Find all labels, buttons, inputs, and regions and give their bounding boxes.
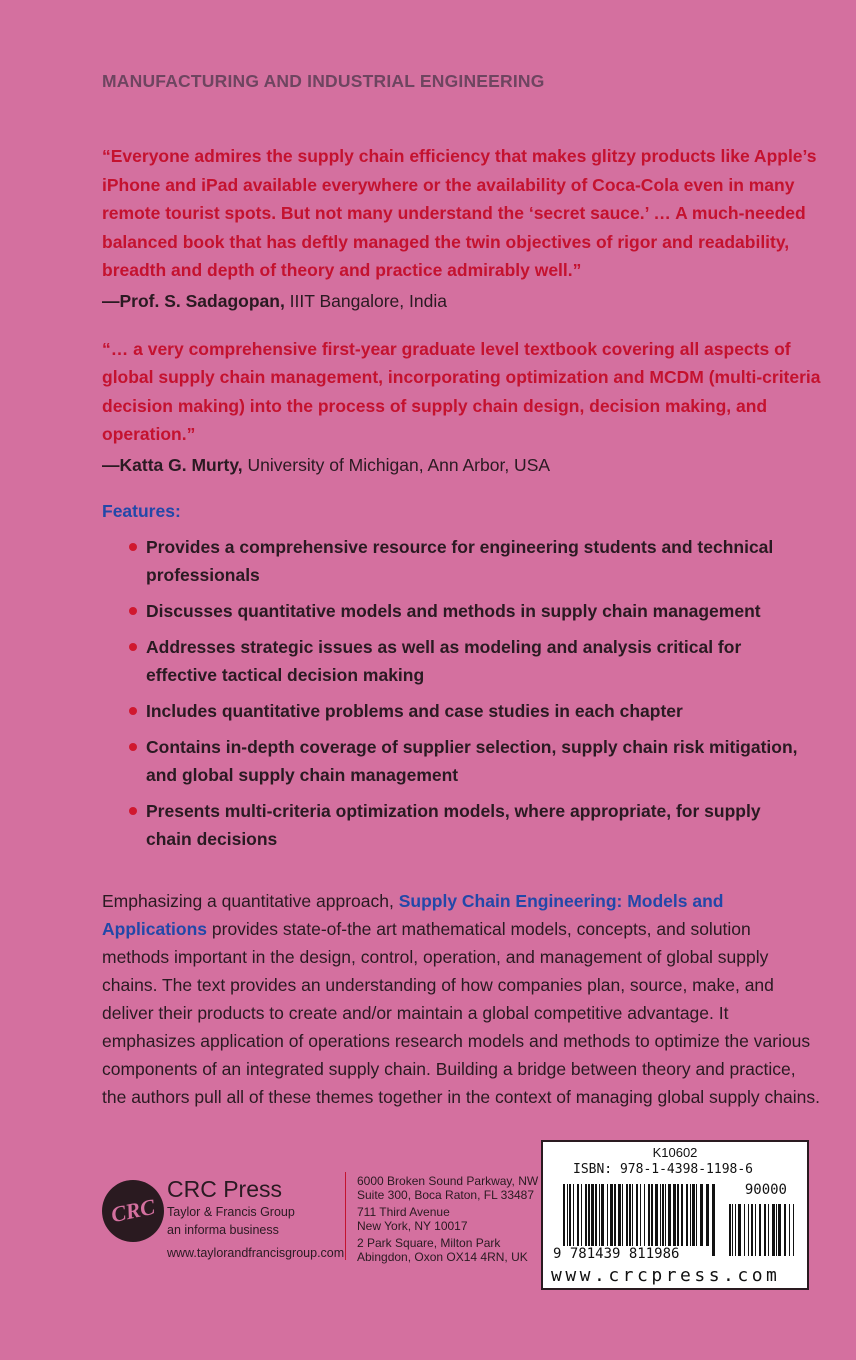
barcode-bar [759, 1204, 761, 1256]
feature-item [102, 697, 802, 725]
address-line: 711 Third Avenue [357, 1205, 450, 1219]
series-label: MANUFACTURING AND INDUSTRIAL ENGINEERING [102, 71, 545, 91]
address-line: 6000 Broken Sound Parkway, NW [357, 1174, 539, 1188]
barcode-bar [673, 1184, 676, 1246]
address-line: Abingdon, Oxon OX14 4RN, UK [357, 1250, 528, 1264]
feature-item [102, 533, 802, 589]
publisher-website: www.taylorandfrancisgroup.com [167, 1246, 345, 1260]
barcode-bar [567, 1184, 568, 1246]
barcode-bar [662, 1184, 664, 1246]
barcode-bar [784, 1204, 786, 1256]
barcode-bar [601, 1184, 604, 1246]
barcode-bar [626, 1184, 628, 1246]
barcode-bar [748, 1204, 749, 1256]
publisher-addresses [357, 1174, 538, 1267]
publisher-group: Taylor & Francis Group [167, 1205, 295, 1219]
barcode-bar [793, 1204, 794, 1256]
barcode-bar [738, 1204, 741, 1256]
isbn-text: ISBN: 978-1-4398-1198-6 [573, 1162, 754, 1177]
barcode-bar [776, 1204, 777, 1256]
features-heading: Features: [102, 500, 181, 521]
barcode-bar [686, 1184, 688, 1246]
feature-item [102, 733, 802, 789]
barcode-bar [599, 1184, 600, 1246]
publisher-block [167, 1176, 295, 1238]
features-list [102, 533, 802, 853]
divider [345, 1172, 346, 1260]
barcode-bar [772, 1204, 775, 1256]
feature-item [102, 597, 802, 625]
barcode-bar [660, 1184, 661, 1246]
book-description [102, 887, 822, 1111]
barcode-bar [755, 1204, 756, 1256]
feature-text: Includes quantitative problems and case studies in each chapter [146, 700, 683, 721]
barcode-bar [644, 1184, 645, 1246]
barcode-bar [622, 1184, 623, 1246]
bullet-icon [129, 607, 137, 615]
bullet-icon [129, 707, 137, 715]
barcode-bar [706, 1184, 709, 1246]
barcode-bar [651, 1184, 653, 1246]
barcode-bar [690, 1184, 691, 1246]
feature-text: Contains in-depth coverage of supplier selection, supply chain risk mitigation, and global supply chain management [146, 736, 798, 785]
bullet-icon [129, 807, 137, 815]
address-line: New York, NY 10017 [357, 1219, 468, 1233]
barcode-bar [668, 1184, 671, 1246]
barcode-bar [655, 1184, 658, 1246]
barcode-bar [768, 1204, 769, 1256]
barcode-bar [618, 1184, 621, 1246]
catalog-code: K10602 [652, 1145, 698, 1160]
barcode-bar [569, 1184, 571, 1246]
barcode-bar [573, 1184, 574, 1246]
barcode-bar [585, 1184, 587, 1246]
review-quote-1: “Everyone admires the supply chain efficiency that makes glitzy products like Apple’s iPhone and iPad available everywhere or the availability of Coca-Cola even in many remote tourist spots. But not many understand the ‘secret sauce.’ … A much-needed balanced book that has deftly managed the twin objectives of rigor and readability, breadth and depth of theory and practice admirably well.” [102, 146, 817, 280]
feature-item [102, 633, 802, 689]
barcode-bar [595, 1184, 597, 1246]
barcode-bar [778, 1204, 781, 1256]
quote-affiliation: IIIT Bangalore, India [284, 290, 447, 311]
barcode-bar [732, 1204, 733, 1256]
address-line: 2 Park Square, Milton Park [357, 1236, 501, 1250]
barcode-bar [591, 1184, 594, 1246]
barcode-bar [700, 1184, 703, 1246]
price-code: 90000 [744, 1182, 787, 1198]
barcode-number: 9 781439 811986 [553, 1246, 680, 1262]
bullet-icon [129, 543, 137, 551]
barcode-bar [577, 1184, 579, 1246]
barcode-bar [588, 1184, 590, 1246]
quote-author: —Prof. S. Sadagopan, [102, 290, 285, 311]
barcode-bar [640, 1184, 641, 1246]
barcode-bar [681, 1184, 683, 1246]
feature-text: Presents multi-criteria optimization models, where appropriate, for supply chain decisions [146, 800, 761, 849]
barcode-bar [648, 1184, 650, 1246]
barcode-bar [665, 1184, 666, 1246]
barcode-bar [729, 1204, 731, 1256]
barcode-bar [744, 1204, 745, 1256]
review-quote-2: “… a very comprehensive first-year graduate level textbook covering all aspects of global supply chain management, incorporating optimization and MCDM (multi-criteria decision making) into the process of supply chain design, decision making, and operation.” [102, 338, 821, 444]
publisher-informa: an informa business [167, 1223, 279, 1237]
main-column [102, 70, 822, 1111]
feature-text: Addresses strategic issues as well as modeling and analysis critical for effective tactical decision making [146, 636, 742, 685]
barcode-bar [581, 1184, 582, 1246]
barcode-bar [632, 1184, 633, 1246]
barcode-bar [764, 1204, 766, 1256]
quote-attribution-1 [102, 289, 822, 313]
feature-text: Provides a comprehensive resource for engineering students and technical professionals [146, 536, 774, 585]
barcode-bar [629, 1184, 631, 1246]
book-title: Supply Chain Engineering: Models and Applications [102, 890, 724, 939]
quote-author: —Katta G. Murty, [102, 454, 243, 475]
barcode-bar [677, 1184, 679, 1246]
barcode-bar [751, 1204, 753, 1256]
barcode-box [541, 1140, 809, 1290]
barcode-bar [696, 1184, 697, 1246]
bullet-icon [129, 743, 137, 751]
barcode-bar [607, 1184, 608, 1246]
address-line: Suite 300, Boca Raton, FL 33487 [357, 1188, 535, 1202]
barcode-bar [712, 1184, 715, 1256]
barcode-bar [692, 1184, 695, 1246]
description-text: provides state-of-the art mathematical models, concepts, and solution methods important in the design, control, operation, and management of global supply chains. The text provides an understanding of how companies plan, source, make, and deliver their products to create and/or maintain a global competitive advantage. It emphasizes application of operations research models and methods to optimize the various components of an integrated supply chain. Building a bridge between theory and practice, the authors pull all of these themes together in the context of managing global supply chains. [102, 918, 820, 1107]
feature-text: Discusses quantitative models and methods in supply chain management [146, 600, 761, 621]
barcode-bar [789, 1204, 790, 1256]
quote-affiliation: University of Michigan, Ann Arbor, USA [242, 454, 551, 475]
crc-logo: CRC [96, 1174, 170, 1248]
barcode-bar [614, 1184, 616, 1246]
barcode-bar [610, 1184, 613, 1246]
publisher-site: www.crcpress.com [551, 1265, 781, 1286]
feature-item [102, 797, 802, 853]
publisher-name: CRC Press [167, 1176, 283, 1202]
bullet-icon [129, 643, 137, 651]
quote-attribution-2 [102, 453, 822, 477]
description-intro: Emphasizing a quantitative approach, [102, 890, 399, 911]
barcode-bar [735, 1204, 736, 1256]
